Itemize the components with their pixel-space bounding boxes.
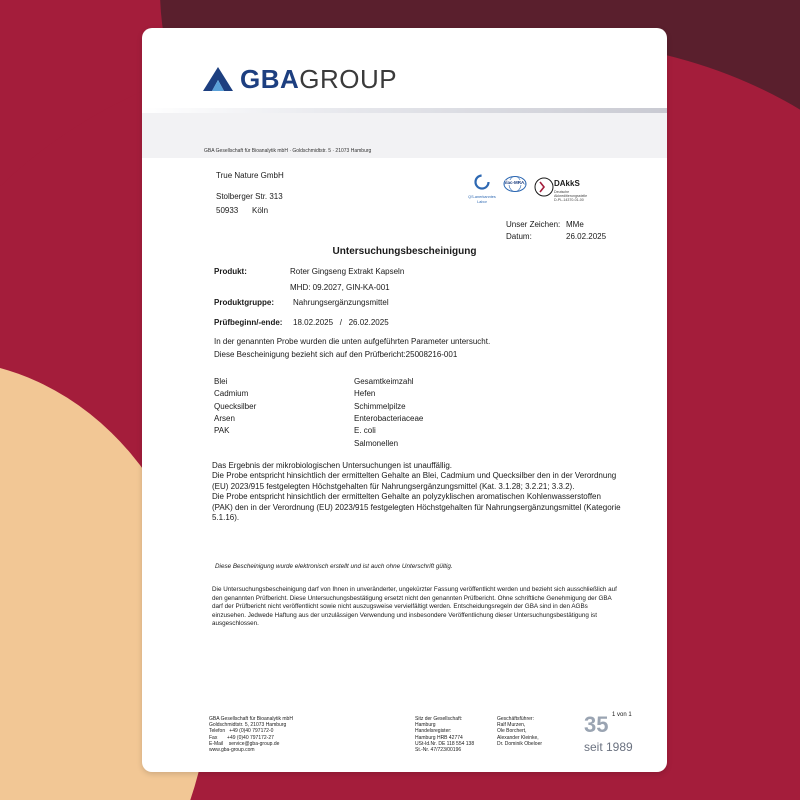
- parameter-right-item: Salmonellen: [354, 438, 399, 448]
- qs-label-1: QS-anerkanntes: [468, 195, 496, 199]
- recipient-zip: 50933: [216, 206, 239, 215]
- date-label: Datum:: [506, 232, 532, 241]
- gba-logo: [202, 64, 397, 94]
- parameter-left-item: Cadmium: [214, 389, 249, 399]
- disclaimer: Die Untersuchungsbescheinigung darf von Ihnen in unveränderter, ungekürzter Fassung veröffentlicht werden und bezieht sich ausschließlich auf den genannten Prüfbericht. Diese Untersuchungsbestätigung ersetzt nicht den genannten Prüfbericht. Ohne schriftliche Genehmigung der GBA darf der Prüfbericht nicht veröffentlicht sowie nicht auszugsweise vervielfältigt werden. Entscheidungsregeln der GBA sind in den AGBs einzusehen. Jedwede Haftung aus der unzulässigen Verwendung und insbesondere Veröffentlichung dieser Untersuchungsbestätigung ist ausgeschlossen.: [212, 586, 617, 628]
- anniversary-label: seit 1989: [584, 740, 633, 754]
- parameter-right-item: Enterobacteriaceae: [354, 413, 424, 423]
- parameter-right-item: E. coli: [354, 426, 376, 436]
- result-pak: Die Probe entspricht hinsichtlich der ermittelten Gehalte an polyzyklischen aromatischen Kohlenwasserstoffen (PAK) den in der Verordnung (EU) 2023/915 festgelegten Höchstgehalten für Nahrungsergänzungsmittel (Kategorie 5.1.16).: [212, 492, 621, 523]
- parameter-right-item: Gesamtkeimzahl: [354, 377, 414, 386]
- parameter-left-item: PAK: [214, 426, 230, 436]
- intro-line-1: In der genannten Probe wurden die unten aufgeführten Parameter untersucht.: [214, 337, 491, 346]
- footer-registry: Sitz der Gesellschaft: Hamburg Handelsregister: Hamburg HRB 42774 USt-Id.Nr. DE 118 554 138 St.-Nr. 47/723/00196: [415, 716, 475, 754]
- product-label: Produkt:: [214, 267, 247, 276]
- logo-wordmark: GBAGROUP: [240, 63, 398, 94]
- dakks-sub-1: Deutsche: [554, 190, 570, 194]
- parameter-right-item: Hefen: [354, 389, 376, 399]
- dakks-icon: [534, 174, 554, 200]
- dakks-certification: [534, 174, 604, 210]
- test-period-value: 18.02.2025 / 26.02.2025: [293, 318, 389, 327]
- dakks-label: DAkkS: [554, 179, 580, 188]
- results-text: [212, 461, 622, 523]
- footer-company: GBA Gesellschaft für Bioanalytik mbH Goldschmidtstr. 5, 21073 Hamburg Telefon +49 (0)40 797172-0 Fax +49 (0)40 797172-27 E-Mail service@gba-group.de www.gba-group.com: [209, 716, 293, 754]
- product-group-label: Produktgruppe:: [214, 298, 274, 307]
- parameter-left-item: Blei: [214, 377, 228, 386]
- parameter-left-item: Quecksilber: [214, 401, 257, 411]
- page-count: 1 von 1: [612, 712, 632, 718]
- electronic-note: Diese Bescheinigung wurde elektronisch erstellt und ist auch ohne Unterschrift gültig.: [215, 563, 453, 570]
- parameter-left-item: Arsen: [214, 413, 235, 423]
- document-page: [142, 28, 667, 772]
- gba-logo-icon: [202, 66, 234, 92]
- dakks-sub-2: Akkreditierungsstelle: [554, 194, 588, 199]
- recipient-street: Stolberger Str. 313: [216, 192, 283, 201]
- ilac-certification: [502, 174, 530, 210]
- product-batch: MHD: 09.2027, GIN-KA-001: [290, 283, 390, 292]
- recipient-name: True Nature GmbH: [216, 171, 284, 180]
- result-micro: Das Ergebnis der mikrobiologischen Untersuchungen ist unauffällig.: [212, 461, 452, 470]
- parameter-right-item: Schimmelpilze: [354, 401, 406, 411]
- header-stripe: [142, 108, 667, 113]
- qs-icon: [474, 174, 490, 190]
- recipient-city: Köln: [252, 206, 269, 215]
- intro-line-2: Diese Bescheinigung bezieht sich auf den Prüfbericht:25008216-001: [214, 350, 458, 359]
- date-value: 26.02.2025: [566, 232, 607, 241]
- footer-management: Geschäftsführer: Ralf Murzen, Ole Borchert, Alexander Kleinke, Dr. Dominik Obeloer: [497, 716, 543, 747]
- sender-line: GBA Gesellschaft für Bioanalytik mbH · Goldschmidtstr. 5 · 21073 Hamburg: [204, 148, 372, 154]
- reference-value: MMe: [566, 220, 584, 229]
- dakks-sub-3: D-PL-14370-01-00: [554, 198, 584, 203]
- ilac-label: ilac-MRA: [505, 180, 525, 185]
- svg-text:35: 35: [584, 712, 609, 737]
- result-heavy-metals: Die Probe entspricht hinsichtlich der ermittelten Gehalte an Blei, Cadmium und Quecksilber den in der Verordnung (EU) 2023/915 festgelegten Höchstgehalten für Nahrungsergänzungsmittel (Kat. 3.1.28; 3.2.21; 3.3.2).: [212, 471, 617, 491]
- product-group-value: Nahrungsergänzungsmittel: [293, 298, 389, 307]
- product-name: Roter Gingseng Extrakt Kapseln: [290, 267, 405, 276]
- document-title: Untersuchungsbescheinigung: [332, 246, 477, 257]
- reference-label: Unser Zeichen:: [506, 220, 561, 229]
- qs-label-2: Labor: [477, 199, 487, 204]
- qs-certification: [468, 174, 496, 210]
- test-period-label: Prüfbeginn/-ende:: [214, 318, 283, 327]
